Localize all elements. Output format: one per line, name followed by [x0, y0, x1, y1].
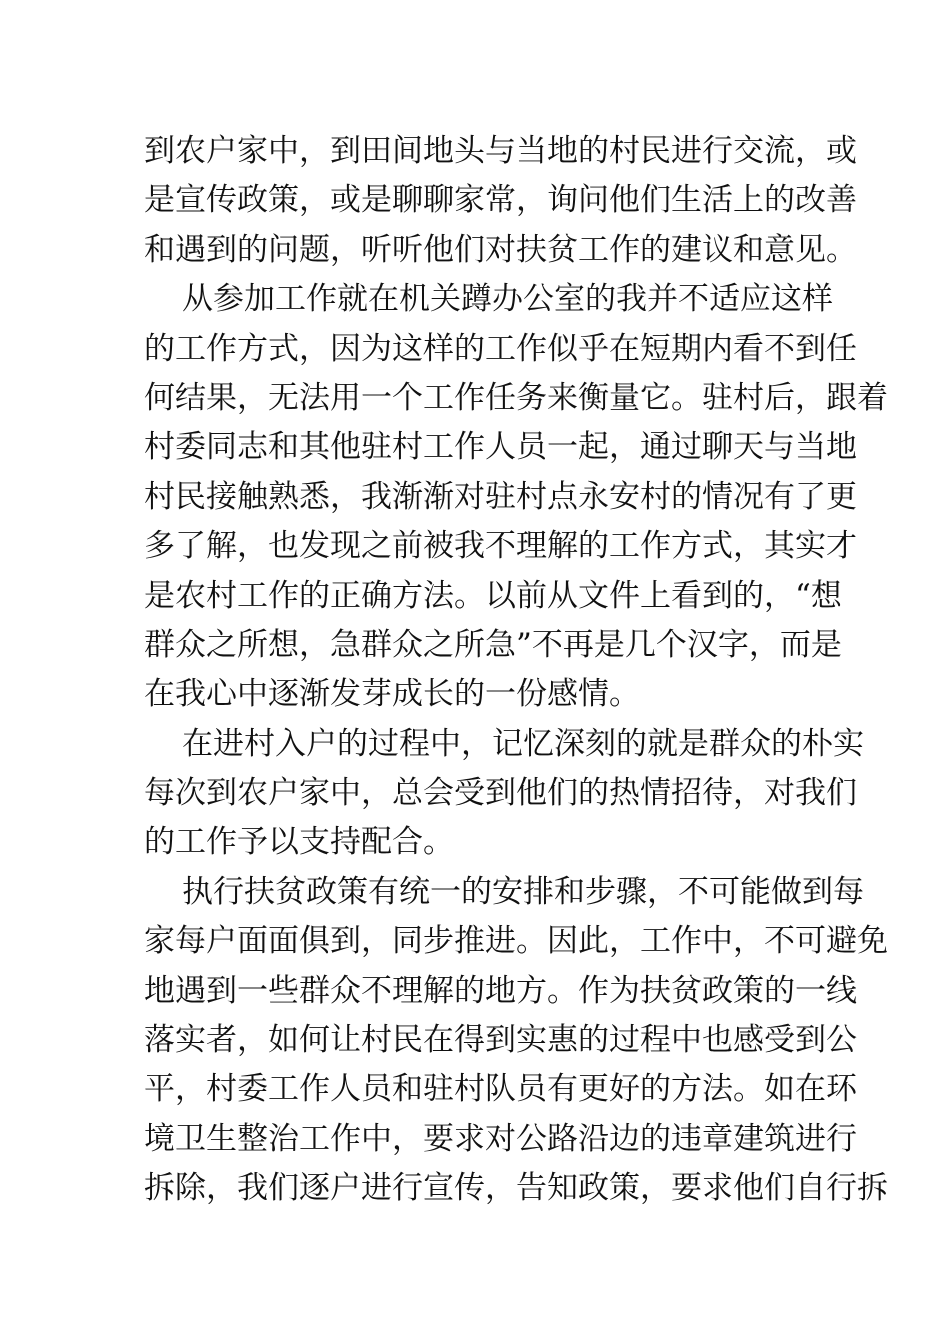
text-line: 村民接触熟悉，我渐渐对驻村点永安村的情况有了更	[144, 478, 857, 515]
text-line: 落实者，如何让村民在得到实惠的过程中也感受到公	[144, 1022, 857, 1059]
text-line: 群众之所想，急群众之所急”不再是几个汉字，而是	[144, 626, 842, 663]
text-line: 的工作予以支持配合。	[144, 824, 454, 861]
text-line: 何结果，无法用一个工作任务来衡量它。驻村后，跟着	[144, 379, 888, 416]
text-line: 地遇到一些群众不理解的地方。作为扶贫政策的一线	[144, 972, 857, 1009]
text-line: 境卫生整治工作中，要求对公路沿边的违章建筑进行	[144, 1120, 857, 1157]
text-line: 平，村委工作人员和驻村队员有更好的方法。如在环	[144, 1071, 857, 1108]
text-line: 拆除，我们逐户进行宣传，告知政策，要求他们自行拆	[144, 1170, 888, 1207]
text-line: 多了解，也发现之前被我不理解的工作方式，其实才	[144, 528, 857, 565]
paragraph-first-line: 执行扶贫政策有统一的安排和步骤，不可能做到每	[182, 873, 864, 910]
body-text	[144, 127, 888, 1214]
paragraph-first-line: 在进村入户的过程中，记忆深刻的就是群众的朴实	[182, 725, 864, 762]
text-line: 是农村工作的正确方法。以前从文件上看到的，“想	[144, 577, 842, 614]
text-line: 到农户家中，到田间地头与当地的村民进行交流，或	[144, 133, 857, 169]
text-line: 在我心中逐渐发芽成长的一份感情。	[144, 676, 640, 713]
text-line: 家每户面面俱到，同步推进。因此，工作中，不可避免	[144, 923, 888, 960]
text-line: 村委同志和其他驻村工作人员一起，通过聊天与当地	[144, 429, 857, 466]
text-line: 每次到农户家中，总会受到他们的热情招待，对我们	[144, 775, 857, 812]
text-line: 和遇到的问题，听听他们对扶贫工作的建议和意见。	[144, 231, 857, 268]
text-line: 的工作方式，因为这样的工作似乎在短期内看不到任	[144, 330, 857, 367]
text-line: 是宣传政策，或是聊聊家常，询问他们生活上的改善	[144, 182, 857, 219]
paragraph-first-line: 从参加工作就在机关蹲办公室的我并不适应这样	[182, 281, 833, 318]
